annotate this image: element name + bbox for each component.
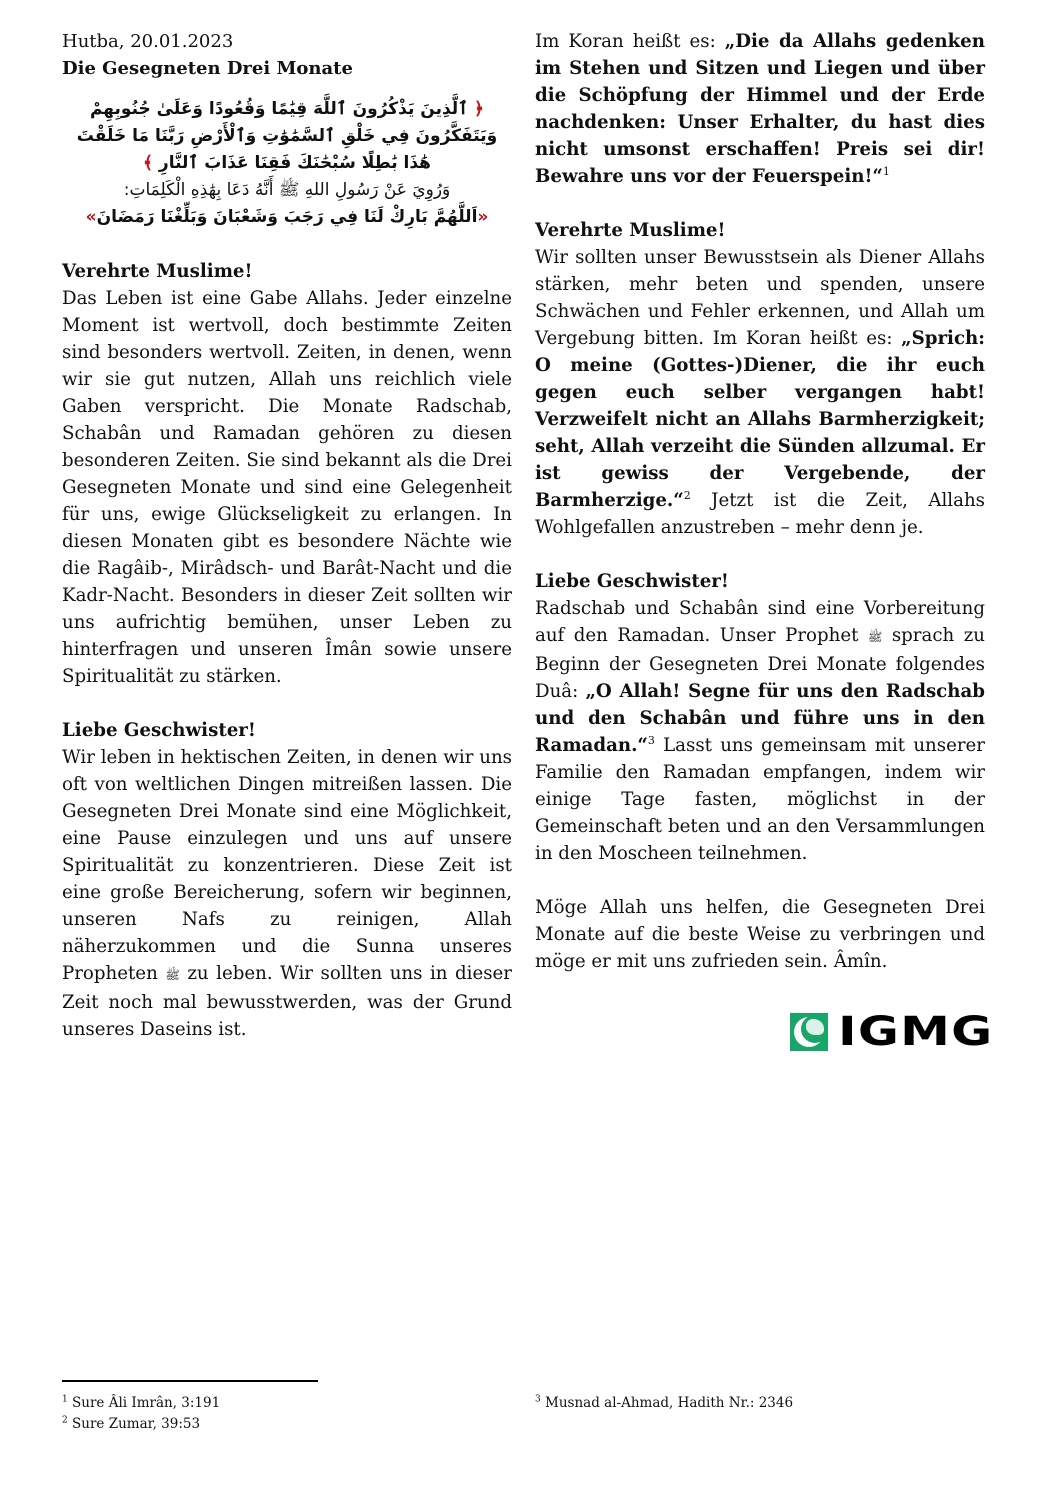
paragraph bbox=[535, 595, 985, 867]
arabic-hadith bbox=[62, 177, 512, 231]
paragraph bbox=[62, 744, 512, 1043]
hadith-quote: „O Allah! Segne für uns den Radschab und den Schabân und führe uns in den Ramadan.“ bbox=[535, 681, 985, 756]
ornate-bracket-close: ﴾ bbox=[143, 153, 153, 173]
section-heading: Liebe Geschwister! bbox=[535, 571, 729, 592]
footnote-text: Musnad al-Ahmad, Hadith Nr.: 2346 bbox=[545, 1395, 794, 1411]
footnote-number: 3 bbox=[535, 1394, 541, 1405]
footnote bbox=[535, 1393, 793, 1414]
ornate-bracket-open: ﴿ bbox=[474, 99, 485, 119]
paragraph-text: Wir sollten unser Bewusstsein als Diener Allahs stärken, mehr beten und spenden, unsere Schwächen und Fehler erkennen, und Allah um Vergebung bitten. Im Koran heißt es: bbox=[535, 247, 985, 349]
logo-wordmark: IGMG bbox=[838, 1009, 994, 1055]
footnote-ref: 2 bbox=[683, 488, 691, 502]
arabic-dua-text: اَللَّهُمَّ بَارِكْ لَنَا فِي رَجَبَ وَشَعْبَانَ وَبَلِّغْنَا رَمَضَانَ bbox=[96, 207, 478, 227]
footnote-ref: 3 bbox=[647, 733, 655, 747]
paragraph-text: zu leben. Wir sollten uns in dieser Zeit noch mal bewusstwerden, was der Grund unseres Daseins ist. bbox=[62, 963, 512, 1040]
paragraph bbox=[535, 28, 985, 190]
footnote bbox=[62, 1393, 220, 1414]
igmg-logo bbox=[790, 1009, 994, 1055]
footnote-text: Sure Âli Imrân, 3:191 bbox=[72, 1395, 221, 1411]
footnotes-right bbox=[535, 1393, 793, 1414]
footnote-number: 1 bbox=[62, 1394, 68, 1405]
arabic-dua bbox=[62, 204, 512, 231]
paragraph-text: Wir leben in hektischen Zeiten, in denen wir uns oft von weltlichen Dingen mitreißen lassen. Die Gesegneten Drei Monate sind eine Möglichkeit, eine Pause einzulegen und uns auf unsere Spiritualität zu konzentrieren. Diese Zeit ist eine große Bereicherung, sofern wir beginnen, unseren Nafs zu reinigen, Allah näherzukommen und die Sunna unseres Propheten bbox=[62, 747, 512, 984]
salawat-icon: ﷺ bbox=[165, 968, 180, 982]
footnote bbox=[62, 1414, 220, 1435]
sermon-date: Hutba, 20.01.2023 bbox=[62, 31, 234, 52]
left-column bbox=[62, 28, 512, 1043]
right-column bbox=[535, 28, 985, 975]
paragraph-text: Jetzt ist die Zeit, Allahs Wohlgefallen anzustreben – mehr denn je. bbox=[535, 490, 985, 538]
crescent-europe-icon bbox=[790, 1013, 828, 1051]
paragraph-text: Radschab und Schabân sind eine Vorbereitung auf den Ramadan. Unser Prophet bbox=[535, 598, 985, 646]
paragraph bbox=[535, 244, 985, 541]
salawat-icon: ﷺ bbox=[867, 630, 883, 644]
quran-quote: „Die da Allahs gedenken im Stehen und Sitzen und Liegen und über die Schöpfung der Himmel und der Erde nachdenken: Unser Erhalter, du hast dies nicht umsonst erschaffen! Preis sei dir! Bewahre uns vor der Feuerspein!“ bbox=[535, 31, 985, 187]
quran-quote: „Sprich: O meine (Gottes-)Diener, die ihr euch gegen euch selber vergangen habt! Verzweifelt nicht an Allahs Barmherzigkeit; seht, Allah verzeiht die Sünden allzumal. Er ist gewiss der Vergebende, der Barmherzige.“ bbox=[535, 328, 985, 511]
paragraph: Das Leben ist eine Gabe Allahs. Jeder einzelne Moment ist wertvoll, doch bestimmte Zeiten sind besonders wertvoll. Zeiten, in denen, wenn wir sie gut nutzen, Allah uns reichlich viele Gaben verspricht. Die Monate Radschab, Schabân und Ramadan gehören zu diesen besonderen Zeiten. Sie sind bekannt als die Drei Gesegneten Monate und sind eine Gelegenheit für uns, ewige Glückseligkeit zu erlangen. In diesen Monaten gibt es besondere Nächte wie die Ragâib-, Mirâdsch- und Barât-Nacht und die Kadr-Nacht. Besonders in dieser Zeit sollten wir uns aufrichtig bemühen, unser Leben zu hinterfragen und unseren Îmân sowie unsere Spiritualität zu stärken. bbox=[62, 288, 512, 687]
section-heading: Verehrte Muslime! bbox=[62, 261, 253, 282]
footnote-text: Sure Zumar, 39:53 bbox=[72, 1416, 201, 1432]
paragraph-text: sprach zu Beginn der Gesegneten Drei Monate folgendes Duâ: bbox=[535, 625, 985, 702]
quote-mark-close: » bbox=[85, 207, 97, 227]
quote-mark-open: « bbox=[477, 207, 489, 227]
footnote-ref: 1 bbox=[882, 164, 890, 178]
arabic-verse-text: ٱلَّذِينَ يَذْكُرُونَ ٱللَّهَ قِيَٰمًا وَقُعُودًا وَعَلَىٰ جُنُوبِهِمْ وَيَتَفَكَّرُونَ فِي خَلْقِ ٱلسَّمَٰوَٰتِ وَٱلْأَرْضِ رَبَّنَا مَا خَلَقْتَ هَٰذَا بَٰطِلًا سُبْحَٰنَكَ فَقِنَا عَذَابَ ٱلنَّارِ bbox=[76, 99, 498, 173]
footnotes-left bbox=[62, 1393, 220, 1435]
closing-paragraph: Möge Allah uns helfen, die Gesegneten Drei Monate auf die beste Weise zu verbringen und möge er mit uns zufrieden sein. Âmîn. bbox=[535, 897, 985, 972]
footnote-divider bbox=[62, 1380, 318, 1382]
page-title: Die Gesegneten Drei Monate bbox=[62, 58, 353, 79]
arabic-quran-verse bbox=[62, 96, 512, 177]
paragraph-text: Lasst uns gemeinsam mit unserer Familie den Ramadan empfangen, indem wir einige Tage fasten, möglichst in der Gemeinschaft beten und an den Versammlungen in den Moscheen teilnehmen. bbox=[535, 735, 985, 864]
section-heading: Liebe Geschwister! bbox=[62, 720, 256, 741]
paragraph-text: Im Koran heißt es: bbox=[535, 31, 716, 52]
section-heading: Verehrte Muslime! bbox=[535, 220, 726, 241]
arabic-hadith-intro: وَرُوِيَ عَنْ رَسُولِ اللهِ ﷺ أَنَّهُ دَعَا بِهَٰذِهِ الْكَلِمَاتِ: bbox=[123, 180, 451, 200]
footnote-number: 2 bbox=[62, 1415, 68, 1426]
